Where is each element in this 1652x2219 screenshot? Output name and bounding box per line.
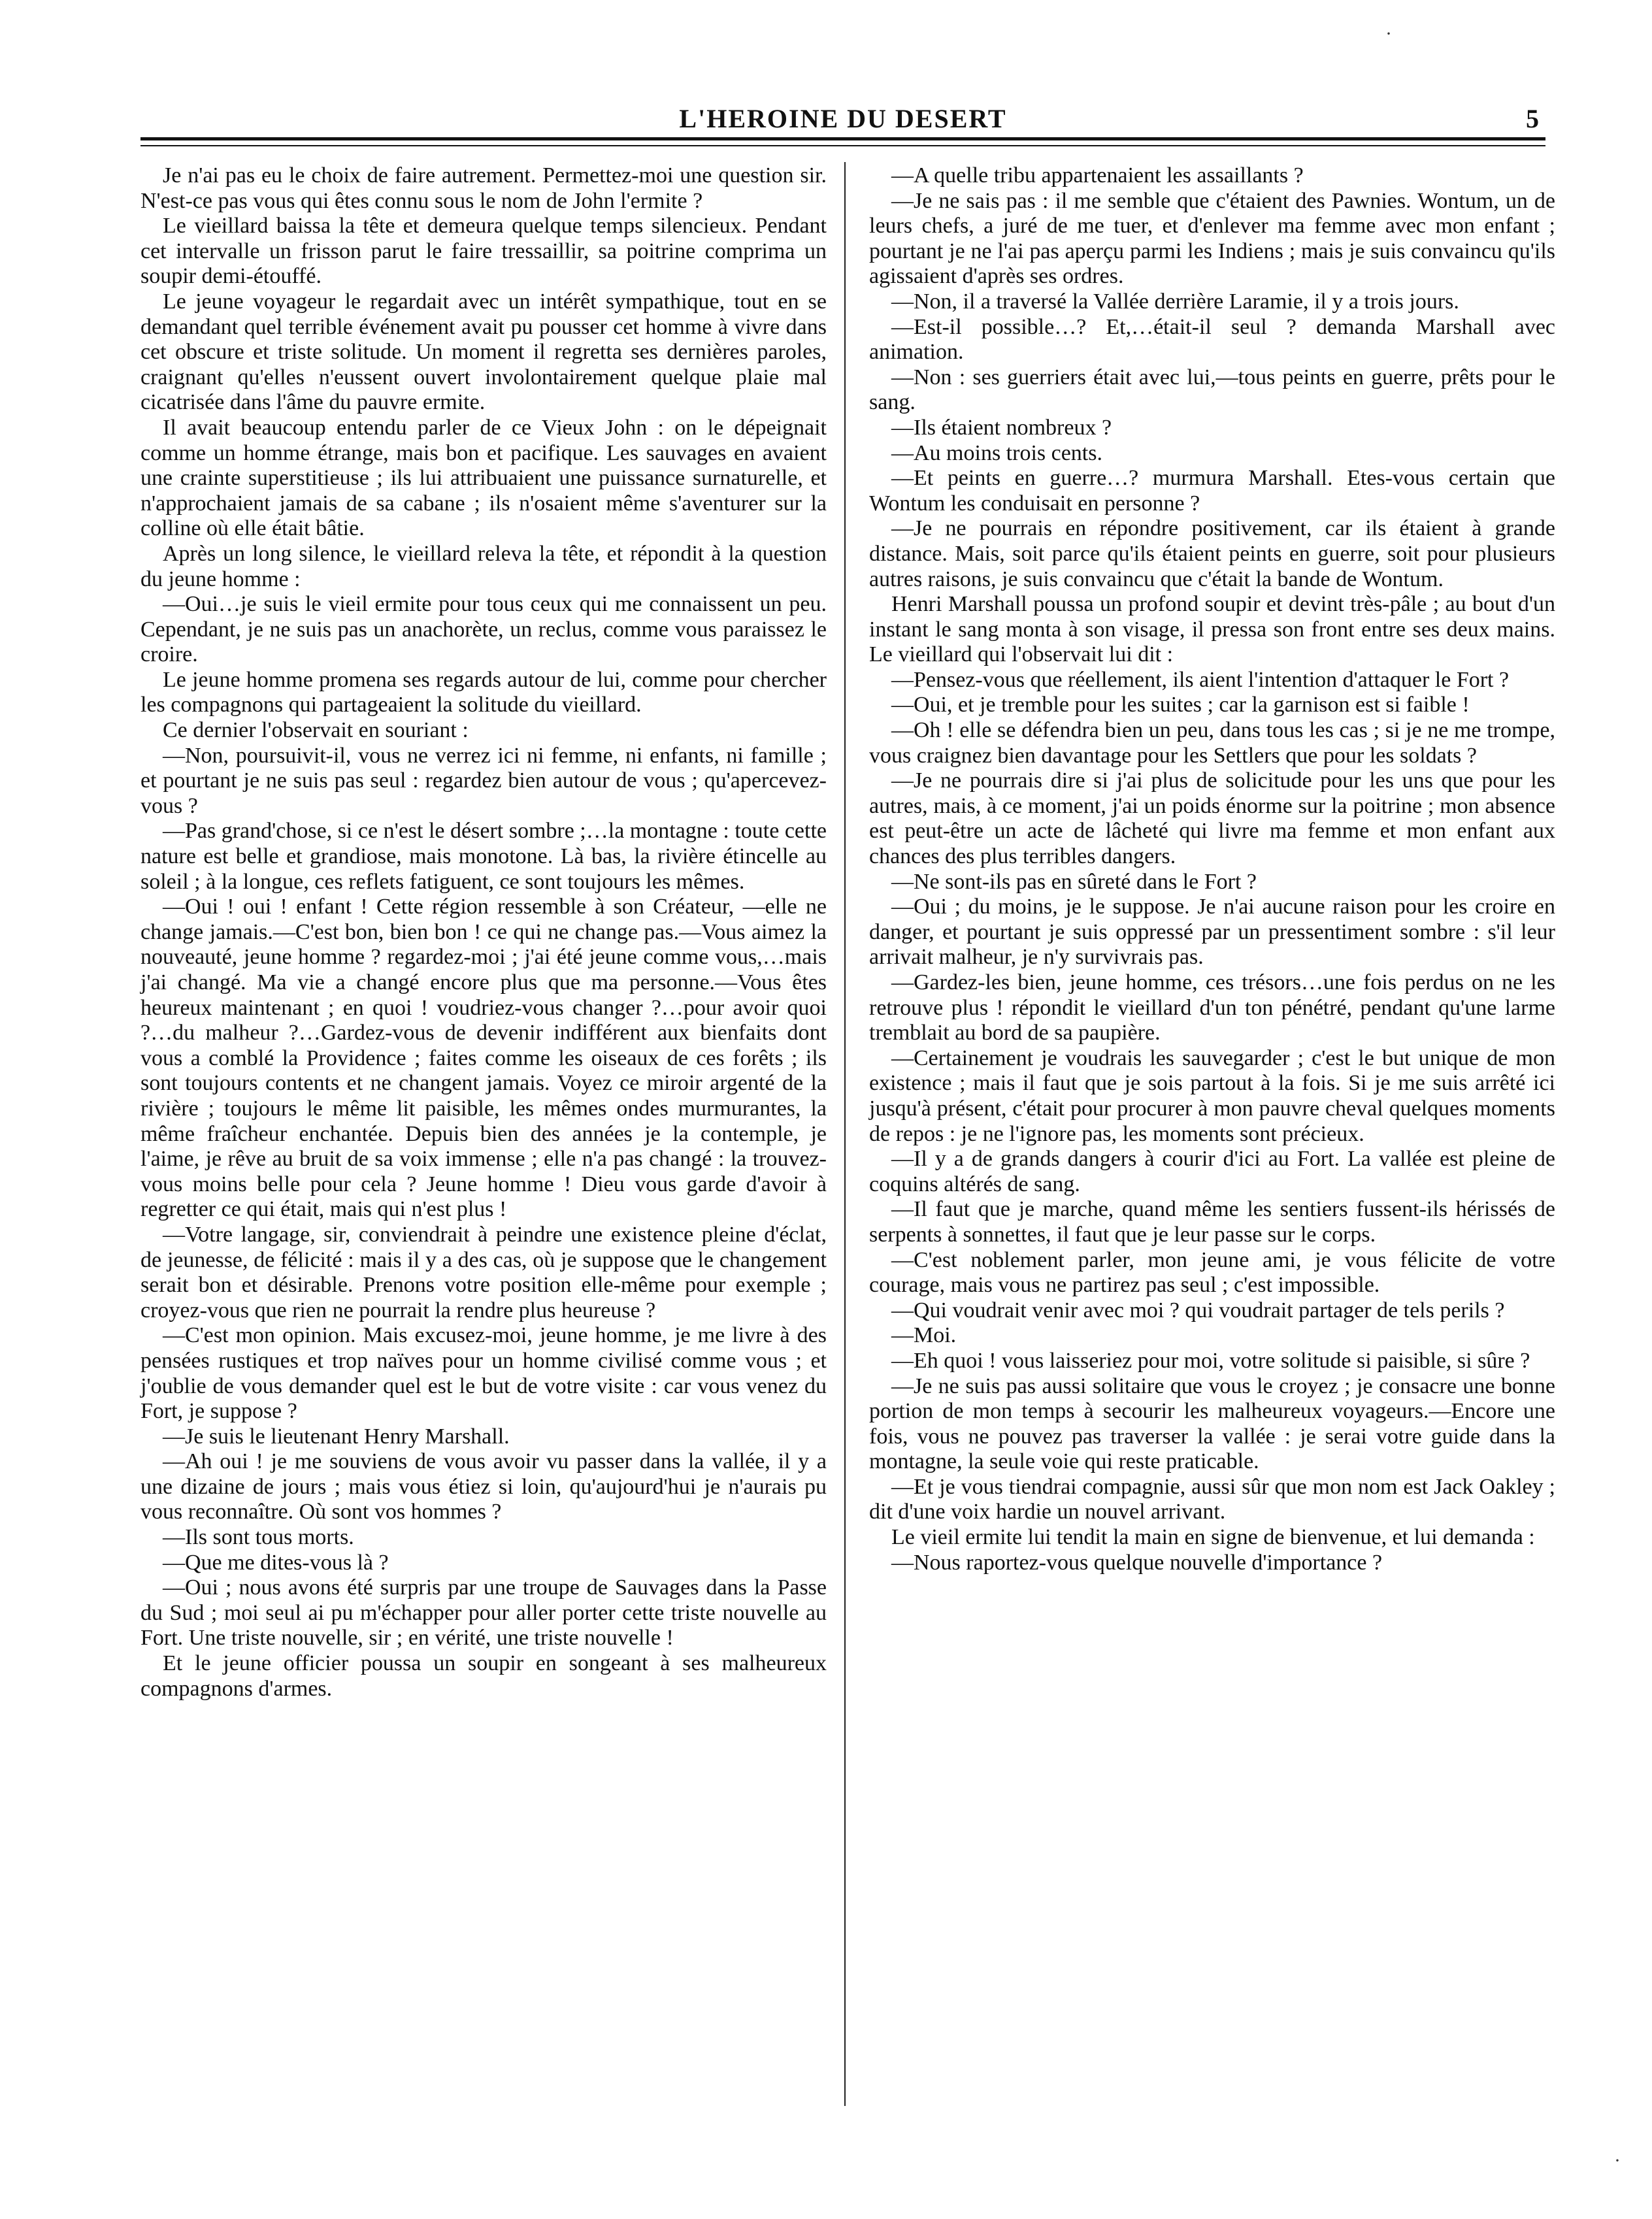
paragraph: —Je ne suis pas aussi solitaire que vous le croyez ; je consacre une bonne portion de mon temps à secourir les malheureux voyageurs.—Encore une fois, vous ne pouvez pas traverser la vallée : je serai votre guide dans la montagne, la seule voie qui reste praticable. (869, 1373, 1555, 1474)
paragraph: —Nous raportez-vous quelque nouvelle d'importance ? (891, 1550, 1383, 1575)
paragraph: —Je suis le lieutenant Henry Marshall. (163, 1424, 510, 1449)
paragraph: —Et je vous tiendrai compagnie, aussi sûr que mon nom est Jack Oakley ; dit d'une voix hardie un nouvel arrivant. (869, 1474, 1555, 1524)
paragraph: —Oui…je suis le vieil ermite pour tous ceux qui me connaissent un peu. Cependant, je ne suis pas un anachorète, un reclus, comme vous paraissez le croire. (140, 592, 827, 667)
paragraph: —Oui ; du moins, je le suppose. Je n'ai aucune raison pour les croire en danger, et pourtant je suis oppressé par un pressentiment sombre : s'il leur arrivait malheur, je n'y survivrais pas. (869, 895, 1555, 970)
paragraph: —Au moins trois cents. (891, 440, 1102, 465)
page-number: 5 (1526, 104, 1539, 133)
paragraph: —Il faut que je marche, quand même les sentiers fussent-ils hérissés de serpents à sonnettes, il faut que je leur passe sur le corps. (869, 1197, 1555, 1247)
paragraph: —Pensez-vous que réellement, ils aient l'intention d'attaquer le Fort ? (891, 667, 1510, 692)
paragraph: Ce dernier l'observait en souriant : (163, 718, 469, 743)
paragraph: Je n'ai pas eu le choix de faire autrement. Permettez-moi une question sir. N'est-ce pas vous qui êtes connu sous le nom de John l'ermite ? (140, 163, 827, 213)
paragraph: —Est-il possible…? Et,…était-il seul ? demanda Marshall avec animation. (869, 314, 1555, 365)
paragraph: Henri Marshall poussa un profond soupir et devint très-pâle ; au bout d'un instant le sang monta à son visage, il pressa son front entre ses deux mains. Le vieillard qui l'observait lui dit : (869, 592, 1555, 667)
paragraph: —Pas grand'chose, si ce n'est le désert sombre ;…la montagne : toute cette nature est belle et grandiose, mais monotone. Là bas, la rivière étincelle au soleil ; à la longue, ces reflets fatiguent, ce sont toujours les mêmes. (140, 819, 827, 894)
print-speck: · (1385, 23, 1392, 44)
column-divider (844, 162, 846, 2106)
paragraph: —Certainement je voudrais les sauvegarder ; c'est le but unique de mon existence ; mais il faut que je sois partout à la fois. Si je me suis arrêté ici jusqu'à présent, c'était pour procurer à mon pauvre cheval quelques moments de repos : je ne l'ignore pas, les moments sont précieux. (869, 1045, 1555, 1146)
paragraph: —Oui, et je tremble pour les suites ; car la garnison est si faible ! (891, 693, 1470, 717)
paragraph: —Je ne pourrais en répondre positivement, car ils étaient à grande distance. Mais, soit parce qu'ils étaient peints en guerre, soit pour plusieurs autres raisons, je suis convaincu que c'était la bande de Wontum. (869, 516, 1555, 591)
paragraph: Le jeune voyageur le regardait avec un intérêt sympathique, tout en se demandant quel terrible événement avait pu pousser cet homme à vivre dans cet obscure et triste solitude. Un moment il regretta ses dernières paroles, craignant qu'elles n'eussent ouvert involontairement quelque plaie mal cicatrisée dans l'âme du pauvre ermite. (140, 289, 827, 415)
paragraph: —Il y a de grands dangers à courir d'ici au Fort. La vallée est pleine de coquins altérés de sang. (869, 1147, 1555, 1196)
paragraph: Et le jeune officier poussa un soupir en songeant à ses malheureux compagnons d'armes. (140, 1651, 827, 1701)
paragraph: —Ils sont tous morts. (163, 1525, 354, 1550)
paragraph: —Votre langage, sir, conviendrait à peindre une existence pleine d'éclat, de jeunesse, de félicité : mais il y a des cas, où je suppose que le changement serait bon et désirable. Prenons votre position elle-même pour exemple ; croyez-vous que rien ne pourrait la rendre plus heureuse ? (140, 1222, 827, 1323)
paragraph: Le jeune homme promena ses regards autour de lui, comme pour chercher les compagnons qui partageaient la solitude du vieillard. (140, 667, 827, 717)
right-column (869, 163, 1555, 1575)
paragraph: —Eh quoi ! vous laisseriez pour moi, votre solitude si paisible, si sûre ? (891, 1348, 1530, 1373)
paragraph: Il avait beaucoup entendu parler de ce Vieux John : on le dépeignait comme un homme étrange, mais bon et pacifique. Les sauvages en avaient une crainte superstitieuse ; ils lui attribuaient une puissance surnaturelle, et n'approchaient jamais de sa cabane ; ils n'osaient même s'aventurer sur la colline où elle était bâtie. (140, 415, 827, 541)
paragraph: —Je ne pourrais dire si j'ai plus de solicitude pour les uns que pour les autres, mais, à ce moment, j'ai un poids énorme sur la poitrine ; mon absence est peut-être un acte de lâcheté qui livre ma femme et mon enfant aux chances des plus terribles dangers. (869, 768, 1555, 869)
print-speck: · (1614, 2150, 1621, 2171)
paragraph: —Ah oui ! je me souviens de vous avoir vu passer dans la vallée, il y a une dizaine de jours ; mais vous étiez si loin, qu'aujourd'hui je n'aurais pu vous reconnaître. Où sont vos hommes ? (140, 1449, 827, 1524)
paragraph: —Oh ! elle se défendra bien un peu, dans tous les cas ; si je ne me trompe, vous craignez bien davantage pour les Settlers que pour les soldats ? (869, 718, 1555, 768)
paragraph: —C'est noblement parler, mon jeune ami, je vous félicite de votre courage, mais vous ne partirez pas seul ; c'est impossible. (869, 1247, 1555, 1298)
running-title: L'HEROINE DU DESERT (679, 104, 1007, 133)
header-subrule (140, 145, 1545, 146)
paragraph: —Ne sont-ils pas en sûreté dans le Fort ? (891, 869, 1257, 894)
paragraph: —Non : ses guerriers était avec lui,—tous peints en guerre, prêts pour le sang. (869, 365, 1555, 415)
paragraph: —Ils étaient nombreux ? (891, 415, 1112, 440)
paragraph: —Moi. (891, 1323, 957, 1348)
page-header (140, 98, 1545, 137)
paragraph: —Non, il a traversé la Vallée derrière Laramie, il y a trois jours. (891, 289, 1459, 314)
paragraph: —Que me dites-vous là ? (163, 1550, 389, 1575)
paragraph: Après un long silence, le vieillard releva la tête, et répondit à la question du jeune homme : (140, 541, 827, 591)
left-column (140, 163, 827, 1701)
paragraph: —A quelle tribu appartenaient les assaillants ? (891, 163, 1304, 188)
paragraph: —C'est mon opinion. Mais excusez-moi, jeune homme, je me livre à des pensées rustiques et trop naïves pour un homme civilisé comme vous ; et j'oublie de vous demander quel est le but de votre visite : car vous venez du Fort, je suppose ? (140, 1323, 827, 1424)
paragraph: —Gardez-les bien, jeune homme, ces trésors…une fois perdus on ne les retrouve plus ! répondit le vieillard d'un ton pénétré, pendant qu'une larme tremblait au bord de sa paupière. (869, 970, 1555, 1045)
paragraph: —Qui voudrait venir avec moi ? qui voudrait partager de tels perils ? (891, 1298, 1505, 1323)
paragraph: Le vieil ermite lui tendit la main en signe de bienvenue, et lui demanda : (891, 1525, 1535, 1550)
paragraph: —Oui ! oui ! enfant ! Cette région ressemble à son Créateur, —elle ne change jamais.—C'est bon, bien bon ! ce qui ne change pas.—Vous aimez la nouveauté, jeune homme ? regardez-moi ; j'ai été jeune comme vous,…mais j'ai changé. Ma vie a changé encore plus que ma personne.—Vous êtes heureux maintenant ; en quoi ! voudriez-vous changer ?…pour avoir quoi ?…du malheur ?…Gardez-vous de devenir indifférent aux bienfaits dont vous a comblé la Providence ; faites comme les oiseaux de ces forêts ; ils sont toujours contents et ne changent jamais. Voyez ce miroir argenté de la rivière ; toujours le même lit paisible, les mêmes ondes murmurantes, la même fraîcheur enchantée. Depuis bien des années je la contemple, je l'aime, je rêve au bruit de sa voix immense ; elle n'a pas changé : la trouvez-vous moins belle pour cela ? Jeune homme ! Dieu vous garde d'avoir à regretter ce qui était, mais qui n'est plus ! (140, 895, 827, 1222)
header-rule (140, 137, 1545, 140)
paragraph: —Oui ; nous avons été surpris par une troupe de Sauvages dans la Passe du Sud ; moi seul ai pu m'échapper pour aller porter cette triste nouvelle au Fort. Une triste nouvelle, sir ; en vérité, une triste nouvelle ! (140, 1575, 827, 1651)
paragraph: —Non, poursuivit-il, vous ne verrez ici ni femme, ni enfants, ni famille ; et pourtant je ne suis pas seul : regardez bien autour de vous ; qu'apercevez-vous ? (140, 743, 827, 818)
paragraph: —Je ne sais pas : il me semble que c'étaient des Pawnies. Wontum, un de leurs chefs, a juré de me tuer, et d'enlever ma femme avec mon enfant ; pourtant je ne l'ai pas aperçu parmi les Indiens ; mais je suis convaincu qu'ils agissaient d'après ses ordres. (869, 188, 1555, 289)
paragraph: —Et peints en guerre…? murmura Marshall. Etes-vous certain que Wontum les conduisait en personne ? (869, 466, 1555, 516)
paragraph: Le vieillard baissa la tête et demeura quelque temps silencieux. Pendant cet intervalle un frisson parut le faire tressaillir, sa poitrine comprima un soupir demi-étouffé. (140, 214, 827, 289)
